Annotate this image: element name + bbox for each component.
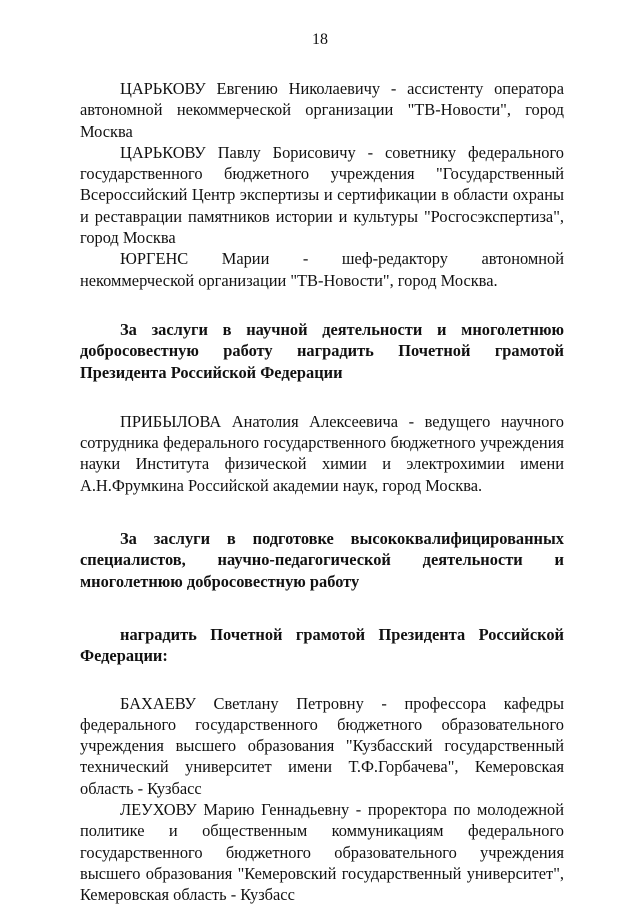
award-entry-yurgens-maria: ЮРГЕНС Марии - шеф-редактору автономной некоммерческой организации "ТВ-Новости", город Москва. xyxy=(80,249,564,290)
page-number: 18 xyxy=(312,31,328,48)
document-body xyxy=(80,78,564,906)
award-entry-bakhaeva-svetlana: БАХАЕВУ Светлану Петровну - профессора кафедры федерального государственного бюджетного образовательного учреждения высшего образования "Кузбасский государственный технический университет имени Т.Ф.Горбачева", Кемеровская область - Кузбасс xyxy=(80,693,564,798)
award-heading-scientific: За заслуги в научной деятельности и многолетнюю добросовестную работу наградить Почетной грамотой Президента Российской Федерации xyxy=(80,319,564,382)
award-heading-training: За заслуги в подготовке высококвалифицированных специалистов, научно-педагогической деятельности и многолетнюю добросовестную работу xyxy=(80,529,564,591)
award-entry-tsarkov-pavel: ЦАРЬКОВУ Павлу Борисовичу - советнику федерального государственного бюджетного учреждения "Государственный Всероссийский Центр экспертизы и сертификации в области охраны и реставрации памятников истории и культуры "Росгосэкспертиза", город Москва xyxy=(80,142,564,248)
award-entry-pribylov-anatoly: ПРИБЫЛОВА Анатолия Алексеевича - ведущего научного сотрудника федерального государственного бюджетного учреждения науки Института физической химии и электрохимии имени А.Н.Фрумкина Российской академии наук, город Москва. xyxy=(80,411,564,495)
award-heading-certificate: наградить Почетной грамотой Президента Российской Федерации: xyxy=(80,624,564,666)
award-entry-tsarkov-evgeny: ЦАРЬКОВУ Евгению Николаевичу - ассистенту оператора автономной некоммерческой организации "ТВ-Новости", город Москва xyxy=(80,79,564,141)
award-entry-leukhova-maria: ЛЕУХОВУ Марию Геннадьевну - проректора по молодежной политике и общественным коммуникациям федерального государственного бюджетного образовательного учреждения высшего образования "Кемеровский государственный университет", Кемеровская область - Кузбасс xyxy=(80,800,564,905)
